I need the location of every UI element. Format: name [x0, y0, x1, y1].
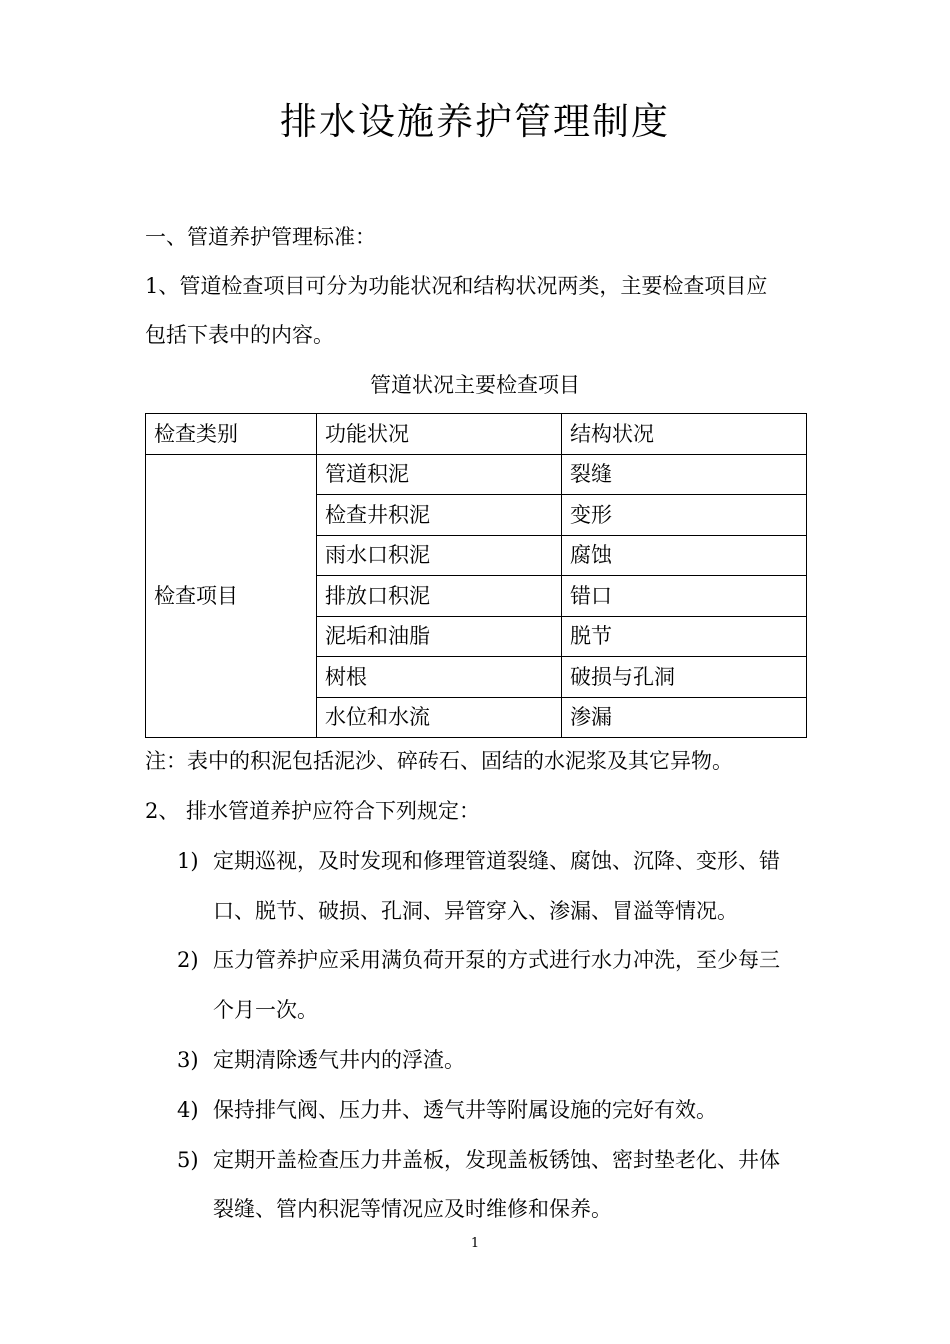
list-text: 压力管养护应采用满负荷开泵的方式进行水力冲洗，至少每三 [213, 948, 780, 972]
table-cell: 管道积泥 [317, 454, 562, 495]
table-header-cell: 结构状况 [562, 414, 807, 455]
table-cell: 错口 [562, 576, 807, 617]
section-heading: 一、管道养护管理标准： [145, 225, 376, 249]
table-cell: 腐蚀 [562, 535, 807, 576]
list-number: 3) [177, 1048, 199, 1072]
table-header-cell: 检查类别 [146, 414, 317, 455]
list-item [177, 1145, 780, 1175]
list-text: 定期巡视，及时发现和修理管道裂缝、腐蚀、沉降、变形、错 [213, 849, 780, 873]
list-number: 5) [177, 1148, 199, 1172]
row-group-label: 检查项目 [146, 454, 317, 738]
table-cell: 雨水口积泥 [317, 535, 562, 576]
list-number: 2) [177, 948, 199, 972]
list-number: 1) [177, 849, 199, 873]
document-title: 排水设施养护管理制度 [280, 100, 670, 143]
table-cell: 脱节 [562, 616, 807, 657]
table-cell: 树根 [317, 657, 562, 698]
list-text-continuation: 裂缝、管内积泥等情况应及时维修和保养。 [213, 1197, 612, 1221]
list-text: 定期开盖检查压力井盖板，发现盖板锈蚀、密封垫老化、井体 [213, 1148, 780, 1172]
list-item [177, 1045, 465, 1075]
table-cell: 泥垢和油脂 [317, 616, 562, 657]
inspection-table [145, 413, 807, 738]
list-item [177, 1095, 717, 1125]
table-cell: 排放口积泥 [317, 576, 562, 617]
table-header-row [146, 414, 807, 455]
table-row [146, 454, 807, 495]
list-item [177, 846, 780, 876]
page-number: 1 [470, 1236, 480, 1251]
table-cell: 破损与孔洞 [562, 657, 807, 698]
table-cell: 裂缝 [562, 454, 807, 495]
table-note: 注：表中的积泥包括泥沙、碎砖石、固结的水泥浆及其它异物。 [145, 749, 733, 773]
list-text: 保持排气阀、压力井、透气井等附属设施的完好有效。 [213, 1098, 717, 1122]
table-header-cell: 功能状况 [317, 414, 562, 455]
paragraph-line: 包括下表中的内容。 [145, 323, 334, 347]
table-cell: 变形 [562, 495, 807, 536]
list-text-continuation: 个月一次。 [213, 998, 318, 1022]
list-text: 定期清除透气井内的浮渣。 [213, 1048, 465, 1072]
section-heading: 2、 排水管道养护应符合下列规定： [145, 799, 481, 823]
table-caption: 管道状况主要检查项目 [370, 373, 580, 397]
list-text-continuation: 口、脱节、破损、孔洞、异管穿入、渗漏、冒溢等情况。 [213, 899, 738, 923]
table-cell: 渗漏 [562, 697, 807, 738]
table-cell: 水位和水流 [317, 697, 562, 738]
list-item [177, 945, 780, 975]
list-number: 4) [177, 1098, 199, 1122]
paragraph-line: 1、管道检查项目可分为功能状况和结构状况两类，主要检查项目应 [145, 274, 768, 298]
table-cell: 检查井积泥 [317, 495, 562, 536]
